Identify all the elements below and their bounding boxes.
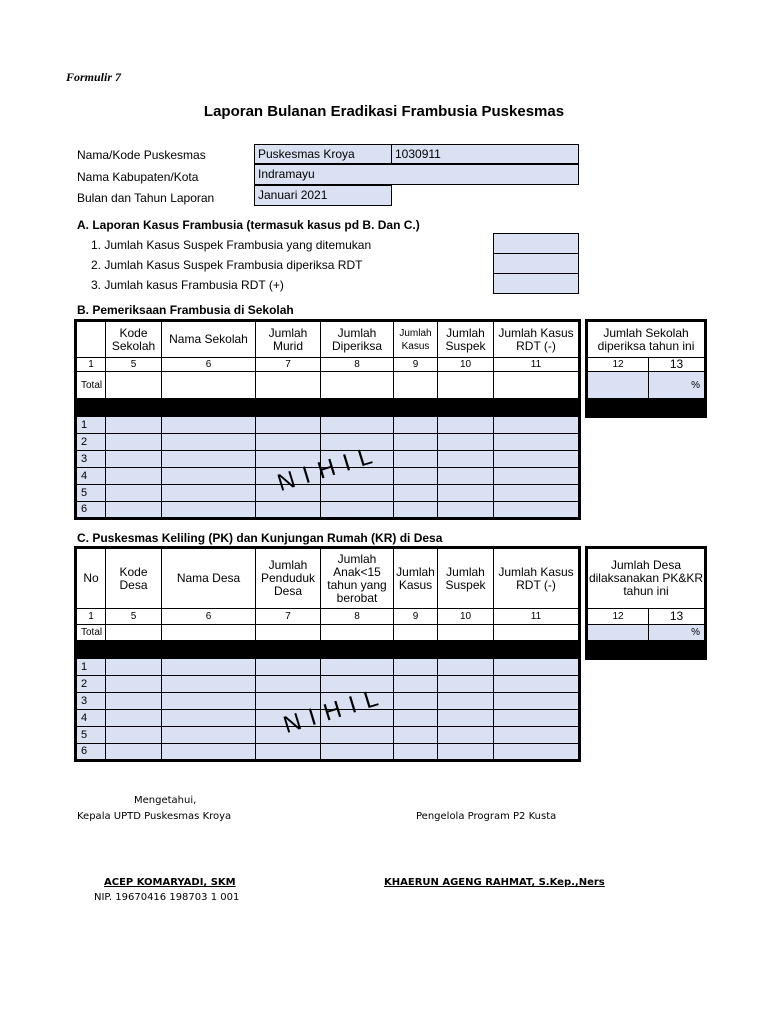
column-number: 10 xyxy=(438,358,494,372)
data-cell[interactable] xyxy=(494,659,580,676)
data-cell[interactable] xyxy=(106,659,162,676)
data-cell[interactable] xyxy=(438,451,494,468)
data-cell[interactable] xyxy=(438,502,494,519)
col-header-jumlah-suspek: Jumlah Suspek xyxy=(438,548,494,609)
data-cell[interactable] xyxy=(106,676,162,693)
summary-header: Jumlah Desa dilaksanakan PK&KR tahun ini xyxy=(587,548,706,609)
puskesmas-name-field[interactable]: Puskesmas Kroya xyxy=(254,144,392,164)
summary-count-cell[interactable] xyxy=(587,625,649,641)
data-cell[interactable] xyxy=(494,468,580,485)
column-number-row xyxy=(76,358,580,372)
col-header-jumlah-kasus: Jumlah Kasus xyxy=(394,548,438,609)
column-number: 13 xyxy=(649,358,706,372)
column-number: 1 xyxy=(76,358,106,372)
section-a-value-1[interactable] xyxy=(493,233,579,254)
data-cell[interactable] xyxy=(394,434,438,451)
data-cell[interactable] xyxy=(106,727,162,744)
total-label: Total xyxy=(76,625,106,641)
total-cell[interactable] xyxy=(321,372,394,399)
table-row xyxy=(76,485,580,502)
total-row xyxy=(76,625,580,641)
separator-band xyxy=(587,399,706,417)
data-cell[interactable] xyxy=(162,693,256,710)
column-number: 12 xyxy=(587,609,649,625)
data-cell[interactable] xyxy=(162,485,256,502)
total-cell[interactable] xyxy=(106,625,162,641)
data-cell[interactable] xyxy=(494,676,580,693)
data-cell[interactable] xyxy=(438,468,494,485)
row-number: 3 xyxy=(76,693,106,710)
col-header-no: No xyxy=(76,548,106,609)
data-cell[interactable] xyxy=(394,451,438,468)
data-cell[interactable] xyxy=(494,485,580,502)
col-header-jumlah-suspek: Jumlah Suspek xyxy=(438,321,494,358)
data-cell[interactable] xyxy=(321,727,394,744)
column-number: 7 xyxy=(256,609,321,625)
column-number: 7 xyxy=(256,358,321,372)
table-row xyxy=(76,417,580,434)
col-header-rdt-negatif: Jumlah Kasus RDT (-) xyxy=(494,548,580,609)
column-number: 5 xyxy=(106,358,162,372)
col-header-rdt-negatif: Jumlah Kasus RDT (-) xyxy=(494,321,580,358)
column-number: 8 xyxy=(321,609,394,625)
col-header-jumlah-diperiksa: Jumlah Diperiksa xyxy=(321,321,394,358)
data-cell[interactable] xyxy=(438,676,494,693)
table-row xyxy=(76,502,580,519)
data-cell[interactable] xyxy=(438,693,494,710)
col-header-jumlah-kasus: Jumlah Kasus xyxy=(394,321,438,358)
total-cell[interactable] xyxy=(162,372,256,399)
total-cell[interactable] xyxy=(394,625,438,641)
data-cell[interactable] xyxy=(256,659,321,676)
total-cell[interactable] xyxy=(321,625,394,641)
row-number: 2 xyxy=(76,434,106,451)
village-visit-table xyxy=(74,546,581,762)
column-number: 13 xyxy=(649,609,706,625)
data-cell[interactable] xyxy=(494,434,580,451)
col-header-nama-sekolah: Nama Sekolah xyxy=(162,321,256,358)
data-cell[interactable] xyxy=(494,693,580,710)
data-cell[interactable] xyxy=(438,659,494,676)
row-number: 4 xyxy=(76,468,106,485)
data-cell[interactable] xyxy=(162,417,256,434)
summary-percent-cell[interactable]: % xyxy=(649,625,706,641)
data-cell[interactable] xyxy=(162,468,256,485)
data-cell[interactable] xyxy=(162,727,256,744)
data-cell[interactable] xyxy=(438,744,494,761)
column-number: 11 xyxy=(494,609,580,625)
kabupaten-field[interactable]: Indramayu xyxy=(254,164,579,185)
col-header-jumlah-penduduk: Jumlah Penduduk Desa xyxy=(256,548,321,609)
col-header-jumlah-anak: Jumlah Anak<15 tahun yang berobat xyxy=(321,548,394,609)
left-caption-2: Kepala UPTD Puskesmas Kroya xyxy=(77,811,232,822)
row-number: 5 xyxy=(76,727,106,744)
data-cell[interactable] xyxy=(394,468,438,485)
data-cell[interactable] xyxy=(162,451,256,468)
total-cell[interactable] xyxy=(106,372,162,399)
col-header xyxy=(76,321,106,358)
column-number: 12 xyxy=(587,358,649,372)
row-number: 6 xyxy=(76,502,106,519)
section-b-title: B. Pemeriksaan Frambusia di Sekolah xyxy=(77,303,294,317)
data-cell[interactable] xyxy=(321,485,394,502)
data-cell[interactable] xyxy=(256,434,321,451)
data-cell[interactable] xyxy=(106,485,162,502)
section-a-item-3: 3. Jumlah kasus Frambusia RDT (+) xyxy=(91,278,284,292)
nihil-stamp: NIHIL xyxy=(274,440,384,497)
data-cell[interactable] xyxy=(394,417,438,434)
data-cell[interactable] xyxy=(256,676,321,693)
data-cell[interactable] xyxy=(256,417,321,434)
section-a-value-3[interactable] xyxy=(493,273,579,294)
data-cell[interactable] xyxy=(321,417,394,434)
data-cell[interactable] xyxy=(321,744,394,761)
table-row xyxy=(76,744,580,761)
row-number: 1 xyxy=(76,417,106,434)
data-cell[interactable] xyxy=(438,417,494,434)
total-row xyxy=(76,372,580,399)
column-number: 6 xyxy=(162,358,256,372)
row-number: 6 xyxy=(76,744,106,761)
data-cell[interactable] xyxy=(494,744,580,761)
row-number: 5 xyxy=(76,485,106,502)
kabupaten-label: Nama Kabupaten/Kota xyxy=(77,170,199,184)
summary-count-cell[interactable] xyxy=(587,372,649,399)
column-number: 11 xyxy=(494,358,580,372)
column-number: 8 xyxy=(321,358,394,372)
data-cell[interactable] xyxy=(321,502,394,519)
data-cell[interactable] xyxy=(394,693,438,710)
puskesmas-code-field[interactable]: 1030911 xyxy=(391,144,579,164)
total-cell[interactable] xyxy=(394,372,438,399)
data-cell[interactable] xyxy=(438,710,494,727)
data-cell[interactable] xyxy=(321,659,394,676)
data-cell[interactable] xyxy=(106,468,162,485)
data-cell[interactable] xyxy=(106,417,162,434)
total-cell[interactable] xyxy=(256,625,321,641)
total-cell[interactable] xyxy=(438,372,494,399)
period-field[interactable]: Januari 2021 xyxy=(254,185,392,206)
data-cell[interactable] xyxy=(494,451,580,468)
data-cell[interactable] xyxy=(162,676,256,693)
data-cell[interactable] xyxy=(394,502,438,519)
summary-percent-cell[interactable]: % xyxy=(649,372,706,399)
table-header-row xyxy=(76,321,580,358)
total-cell[interactable] xyxy=(494,625,580,641)
right-caption: Pengelola Program P2 Kusta xyxy=(416,811,557,822)
table-row xyxy=(76,676,580,693)
column-number: 5 xyxy=(106,609,162,625)
data-cell[interactable] xyxy=(394,659,438,676)
row-number: 2 xyxy=(76,676,106,693)
village-summary-table xyxy=(585,546,707,660)
summary-header: Jumlah Sekolah diperiksa tahun ini xyxy=(587,321,706,358)
right-signatory-name: KHAERUN AGENG RAHMAT, S.Kep.,Ners xyxy=(384,877,605,888)
section-a-item-1: 1. Jumlah Kasus Suspek Frambusia yang ditemukan xyxy=(91,238,372,252)
row-number: 4 xyxy=(76,710,106,727)
left-signatory-nip: NIP. 19670416 198703 1 001 xyxy=(94,892,240,903)
data-cell[interactable] xyxy=(162,434,256,451)
data-cell[interactable] xyxy=(106,693,162,710)
section-a-title: A. Laporan Kasus Frambusia (termasuk kasus pd B. Dan C.) xyxy=(77,218,420,232)
separator-band xyxy=(76,399,580,417)
column-number: 10 xyxy=(438,609,494,625)
column-number: 9 xyxy=(394,609,438,625)
column-number-row xyxy=(76,609,580,625)
data-cell[interactable] xyxy=(394,727,438,744)
col-header-kode-sekolah: Kode Sekolah xyxy=(106,321,162,358)
total-label: Total xyxy=(76,372,106,399)
data-cell[interactable] xyxy=(256,744,321,761)
column-number: 9 xyxy=(394,358,438,372)
total-cell[interactable] xyxy=(438,625,494,641)
col-header-kode-desa: Kode Desa xyxy=(106,548,162,609)
col-header-nama-desa: Nama Desa xyxy=(162,548,256,609)
left-caption-1: Mengetahui, xyxy=(134,795,197,806)
table-row xyxy=(76,659,580,676)
table-header-row xyxy=(76,548,580,609)
data-cell[interactable] xyxy=(394,485,438,502)
column-number: 6 xyxy=(162,609,256,625)
data-cell[interactable] xyxy=(394,744,438,761)
column-number: 1 xyxy=(76,609,106,625)
section-a-value-2[interactable] xyxy=(493,253,579,274)
separator-band xyxy=(587,641,706,659)
puskesmas-label: Nama/Kode Puskesmas xyxy=(77,148,206,162)
data-cell[interactable] xyxy=(106,434,162,451)
total-cell[interactable] xyxy=(162,625,256,641)
row-number: 3 xyxy=(76,451,106,468)
data-cell[interactable] xyxy=(162,659,256,676)
section-a-item-2: 2. Jumlah Kasus Suspek Frambusia diperiksa RDT xyxy=(91,258,363,272)
data-cell[interactable] xyxy=(106,502,162,519)
nihil-stamp: NIHIL xyxy=(280,682,390,739)
period-label: Bulan dan Tahun Laporan xyxy=(77,191,215,205)
data-cell[interactable] xyxy=(494,417,580,434)
form-number: Formulir 7 xyxy=(66,70,122,84)
data-cell[interactable] xyxy=(438,485,494,502)
data-cell[interactable] xyxy=(438,434,494,451)
data-cell[interactable] xyxy=(106,451,162,468)
total-cell[interactable] xyxy=(256,372,321,399)
data-cell[interactable] xyxy=(162,502,256,519)
total-cell[interactable] xyxy=(494,372,580,399)
section-c-title: C. Puskesmas Keliling (PK) dan Kunjungan Rumah (KR) di Desa xyxy=(77,531,443,545)
data-cell[interactable] xyxy=(494,710,580,727)
separator-band xyxy=(76,641,580,659)
data-cell[interactable] xyxy=(106,710,162,727)
data-cell[interactable] xyxy=(438,727,494,744)
row-number: 1 xyxy=(76,659,106,676)
data-cell[interactable] xyxy=(494,727,580,744)
col-header-jumlah-murid: Jumlah Murid xyxy=(256,321,321,358)
data-cell[interactable] xyxy=(256,502,321,519)
data-cell[interactable] xyxy=(394,710,438,727)
data-cell[interactable] xyxy=(394,676,438,693)
data-cell[interactable] xyxy=(106,744,162,761)
data-cell[interactable] xyxy=(494,502,580,519)
data-cell[interactable] xyxy=(162,710,256,727)
data-cell[interactable] xyxy=(162,744,256,761)
school-exam-table xyxy=(74,319,581,520)
table-row xyxy=(76,434,580,451)
school-summary-table xyxy=(585,319,707,418)
table-row xyxy=(76,727,580,744)
left-signatory-name: ACEP KOMARYADI, SKM xyxy=(104,877,236,888)
page-title: Laporan Bulanan Eradikasi Frambusia Puskesmas xyxy=(203,103,565,120)
